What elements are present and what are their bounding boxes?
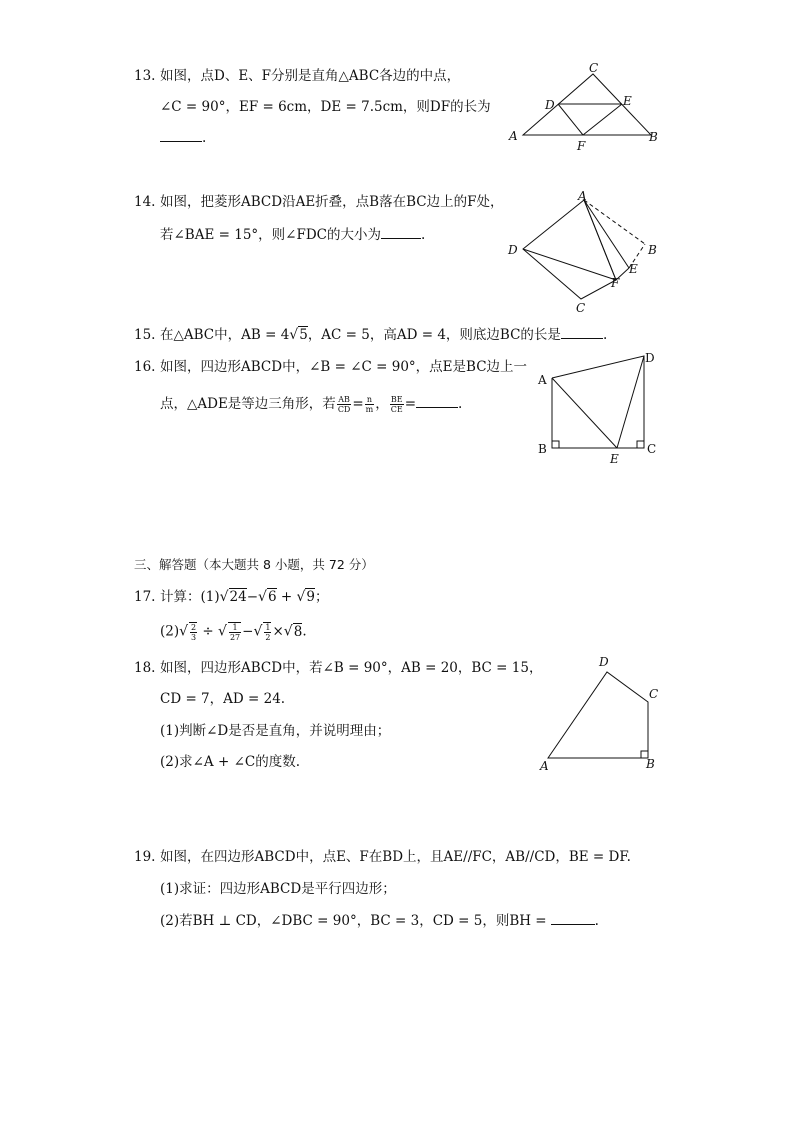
sqrt-icon: √ — [253, 623, 263, 640]
q18-number: 18. — [134, 660, 156, 676]
q13-segment-ef — [583, 104, 622, 135]
q13-figure — [505, 60, 665, 152]
q13-label-f: F — [577, 139, 586, 152]
q14-segment-ae — [584, 200, 629, 268]
q16-figure — [532, 348, 662, 468]
q14-figure — [505, 188, 665, 316]
q17-frac-1-27: $\frac{1}{27}$ — [229, 623, 241, 642]
q18-line3: (1)判断∠D是否是直角，并说明理由； — [160, 723, 391, 739]
q14-line1: 14. 如图，把菱形ABCD沿AE折叠，点B落在BC边上的F处， — [134, 194, 504, 210]
q19-line1: 19. 如图，在四边形ABCD中，点E、F在BD上，且AE//FC，AB//CD，BE = DF. — [134, 849, 631, 865]
sqrt-icon: √ — [218, 623, 227, 640]
q13-label-d: D — [545, 98, 555, 112]
sqrt-icon: √ — [296, 589, 306, 605]
q16-label-b: B — [538, 442, 547, 456]
q16-answer-blank[interactable] — [416, 395, 458, 408]
q14-label-b: B — [648, 243, 657, 257]
q16-number: 16. — [134, 359, 156, 375]
q16-right-angle-b — [552, 441, 559, 448]
q13-text2: ∠C = 90°，EF = 6cm，DE = 7.5cm，则DF的长为 — [160, 99, 491, 115]
q18-figure — [535, 652, 665, 774]
q15-answer-blank[interactable] — [561, 326, 603, 339]
q16-line2: 点，△ADE是等边三角形，若 $\frac{AB}{CD}$ = $\frac{n}{m}$ ， $\frac{BE}{CE}$ = . — [160, 395, 463, 414]
q13-segment-df — [558, 104, 583, 135]
sqrt-icon: √ — [179, 623, 189, 640]
q16-label-e: E — [610, 452, 619, 466]
q19-line2: (1)求证：四边形ABCD是平行四边形； — [160, 881, 396, 897]
q13-line1 — [134, 67, 460, 85]
q16-label-d: D — [645, 351, 655, 365]
q18-line4: (2)求∠A + ∠C的度数. — [160, 754, 301, 770]
sqrt-icon: √ — [289, 327, 299, 343]
q14-answer-blank[interactable] — [381, 226, 421, 239]
q18-label-d: D — [599, 655, 609, 669]
q14-label-c: C — [576, 301, 586, 315]
q14-rhombus-adcf — [523, 200, 616, 299]
q18-label-b: B — [646, 757, 655, 771]
q13-number: 13. — [134, 68, 156, 84]
q13-line3: . — [160, 129, 206, 147]
q15-number: 15. — [134, 327, 156, 343]
q13-text1: 如图，点D、E、F分别是直角△ABC各边的中点， — [160, 68, 461, 84]
q17-number: 17. — [134, 589, 156, 605]
q16-right-angle-c — [637, 441, 644, 448]
q16-fraction-n-m: $\frac{n}{m}$ — [365, 395, 374, 414]
q19-answer-blank[interactable] — [551, 912, 595, 925]
q18-label-a: A — [540, 759, 549, 773]
q16-label-a: A — [538, 373, 547, 387]
sqrt-icon: √ — [258, 589, 267, 605]
q17-line2: (2)√ $\frac{2}{3}$ ÷ √ $\frac{1}{27}$ −√ $\frac{1}{2}$ ×√8. — [160, 623, 307, 642]
q14-segment-df — [523, 249, 616, 280]
q16-segment-ae — [552, 378, 617, 448]
q16-fraction-ab-cd: $\frac{AB}{CD}$ — [337, 395, 351, 414]
q13-label-e: E — [623, 94, 632, 108]
q19-line3: (2)若BH ⊥ CD，∠DBC = 90°，BC = 3，CD = 5，则BH = . — [160, 913, 599, 929]
q17-frac-1-2: $\frac{1}{2}$ — [265, 623, 271, 642]
q19-number: 19. — [134, 849, 156, 865]
q17-line1: 17. 计算：(1)√24−√6 + √9； — [134, 589, 329, 605]
q13-label-a: A — [509, 129, 518, 143]
q13-answer-blank[interactable] — [160, 129, 202, 142]
q13-label-c: C — [589, 61, 599, 75]
q18-label-c: C — [649, 687, 659, 701]
q18-line1: 18. 如图，四边形ABCD中，若∠B = 90°，AB = 20，BC = 15， — [134, 660, 543, 676]
q14-label-a: A — [578, 189, 587, 203]
section-title: 三、解答题（本大题共 8 小题，共 72 分） — [134, 557, 374, 572]
q14-line2: 若∠BAE = 15°，则∠FDC的大小为 . — [160, 227, 426, 243]
q16-fraction-be-ce: $\frac{BE}{CE}$ — [390, 395, 403, 414]
q14-label-d: D — [508, 243, 518, 257]
q17-frac-2-3: $\frac{2}{3}$ — [191, 623, 197, 642]
sqrt-icon: √ — [219, 589, 229, 605]
q15-line: 15. 在△ABC中，AB = 4√5，AC = 5，高AD = 4，则底边BC的长是 . — [134, 327, 608, 343]
q14-segment-af — [584, 200, 616, 280]
q14-label-e: E — [629, 262, 638, 276]
q18-quadrilateral — [548, 672, 648, 758]
sqrt-icon: √ — [283, 623, 293, 640]
q14-number: 14. — [134, 194, 156, 210]
q14-label-f: F — [611, 276, 620, 290]
q13-label-b: B — [649, 130, 658, 144]
q16-line1: 16. 如图，四边形ABCD中，∠B = ∠C = 90°，点E是BC边上一 — [134, 359, 528, 375]
q18-line2: CD = 7，AD = 24. — [160, 691, 286, 707]
q16-segment-de — [617, 356, 644, 448]
q16-label-c: C — [647, 442, 657, 456]
